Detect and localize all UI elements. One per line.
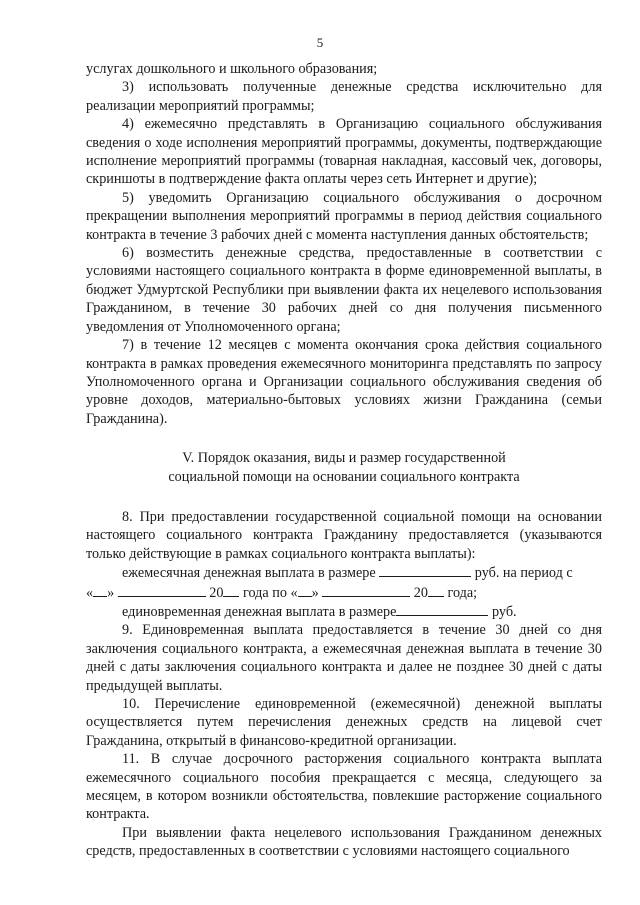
clause-9: 9. Единовременная выплата предоставляется в течение 30 дней со дня заключения социального контракта, а ежемесячная денежная выплата в течение 30 дней с даты заключения социального контракта и далее не позднее 30 дней с даты предыдущей выплаты.	[86, 622, 602, 694]
date-close-quote: »	[107, 584, 115, 601]
date-open-quote-2: «	[290, 584, 298, 601]
section-title	[86, 449, 602, 486]
clause-10: 10. Перечисление единовременной (ежемесячной) денежной выплаты осуществляется путем перечисления денежных средств на лицевой счет Гражданина, открытый в финансово-кредитной организации.	[86, 696, 602, 749]
lump-sum-label: единовременная денежная выплата в размере	[122, 603, 397, 620]
month-to-blank	[322, 583, 410, 597]
day-to-blank	[298, 583, 312, 597]
item-5: 5) уведомить Организацию социального обслуживания о досрочном прекращении выполнения мероприятий программы в период действия социального контракта в течение 3 рабочих дней с момента наступления данных обстоятельств;	[86, 189, 602, 243]
item-continuation: услугах дошкольного и школьного образования;	[86, 61, 378, 77]
monthly-payment-line	[86, 563, 602, 582]
section-title-line-1: V. Порядок оказания, виды и размер государственной	[182, 450, 506, 467]
year-to-prefix: 20	[413, 584, 428, 601]
until-label: года по	[243, 584, 287, 601]
date-close-quote-2: »	[311, 584, 319, 601]
monthly-period-label: руб. на период с	[474, 565, 573, 582]
year-from-blank	[223, 583, 239, 597]
item-6: 6) возместить денежные средства, предоставленные в соответствии с условиями настоящего социального контракта в форме единовременной выплаты, в бюджет Удмуртской Республики при выявлении факта их нецелевого использования Гражданином, в течение 30 рабочих дней со дня получения письменного уведомления от Уполномоченного органа;	[86, 245, 602, 335]
lump-sum-blank	[396, 602, 488, 616]
item-4: 4) ежемесячно представлять в Организацию социального обслуживания сведения о ходе исполнения мероприятий программы, документы, подтверждающие исполнение мероприятий программы (товарная накладная, кассовый чек, договоры, скриншоты в подтверждение факта оплаты через сеть Интернет и другие);	[86, 116, 602, 188]
clause-12: При выявлении факта нецелевого использования Гражданином денежных средств, предоставленных в соответствии с условиями настоящего социального	[86, 824, 602, 860]
lump-sum-currency: руб.	[492, 603, 517, 620]
year-from-prefix: 20	[209, 584, 224, 601]
monthly-amount-blank	[379, 563, 471, 577]
day-from-blank	[93, 583, 107, 597]
document-body	[86, 60, 602, 861]
date-open-quote: «	[86, 584, 94, 601]
clause-8: 8. При предоставлении государственной социальной помощи на основании настоящего социального контракта Гражданину предоставляется (указываются только действующие в рамках социального контракта выплаты):	[86, 508, 602, 562]
year-to-blank	[428, 583, 444, 597]
item-3: 3) использовать полученные денежные средства исключительно для реализации мероприятий программы;	[86, 79, 602, 114]
item-7: 7) в течение 12 месяцев с момента окончания срока действия социального контракта в рамках проведения ежемесячного мониторинга представлять по запросу Уполномоченного органа и Организации социального обслуживания сведения об уровне доходов, материально-бытовых условиях жизни Гражданина (семьи Гражданина).	[86, 337, 602, 427]
month-from-blank	[118, 583, 206, 597]
lump-sum-line	[86, 602, 602, 621]
monthly-payment-label: ежемесячная денежная выплата в размере	[122, 565, 376, 582]
section-title-line-2: социальной помощи на основании социального контракта	[168, 468, 520, 485]
period-dates-line	[86, 583, 602, 602]
page-number: 5	[316, 35, 324, 50]
clause-11: 11. В случае досрочного расторжения социального контракта выплата ежемесячного социального пособия прекращается с месяца, следующего за месяцем, в котором возникли обстоятельства, повлекшие расторжение социального контракта.	[86, 751, 602, 823]
year-suffix-label: года;	[447, 584, 478, 601]
